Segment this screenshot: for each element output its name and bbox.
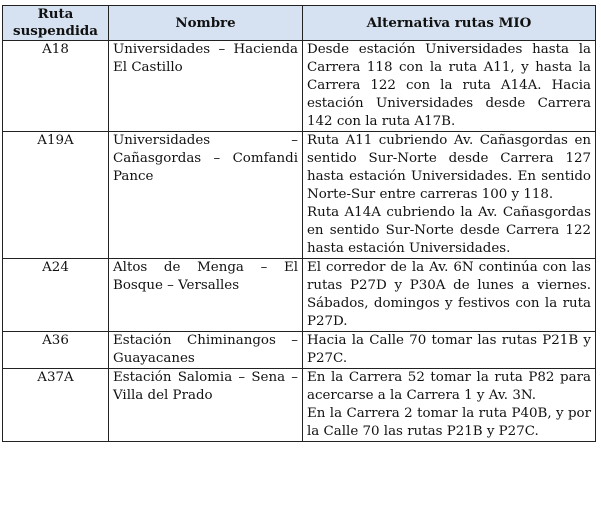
alternative-paragraph: Desde estación Universidades hasta la Carrera 118 con la ruta A11, y hasta la Carrera 122 con la ruta A14A. Hacia estación Universidades desde Carrera 142 con la ruta A17B.	[307, 42, 591, 129]
alternative-paragraph: Hacia la Calle 70 tomar las rutas P21B y P27C.	[307, 333, 591, 366]
route-name: Estación Chiminangos – Guayacanes	[109, 332, 303, 369]
table-row	[3, 132, 596, 259]
route-alternative	[303, 132, 596, 259]
alternative-paragraph: El corredor de la Av. 6N continúa con las rutas P27D y P30A de lunes a viernes. Sábados, domingos y festivos con la ruta P27D.	[307, 260, 591, 329]
route-code: A36	[3, 332, 109, 369]
alternative-paragraph: Ruta A11 cubriendo Av. Cañasgordas en sentido Sur-Norte desde Carrera 127 hasta estación Universidades. En sentido Norte-Sur entre carreras 100 y 118.	[307, 133, 591, 202]
table-row	[3, 369, 596, 442]
table-row	[3, 259, 596, 332]
header-name: Nombre	[109, 6, 303, 41]
route-alternative	[303, 332, 596, 369]
route-code: A24	[3, 259, 109, 332]
route-name: Estación Salomia – Sena – Villa del Prado	[109, 369, 303, 442]
route-code: A18	[3, 41, 109, 132]
alternative-paragraph: En la Carrera 52 tomar la ruta P82 para acercarse a la Carrera 1 y Av. 3N.	[307, 370, 591, 403]
route-alternative	[303, 259, 596, 332]
header-row	[3, 6, 596, 41]
header-route: Ruta suspendida	[3, 6, 109, 41]
table-row	[3, 332, 596, 369]
suspended-routes-table	[2, 5, 596, 442]
route-alternative	[303, 41, 596, 132]
route-code: A19A	[3, 132, 109, 259]
route-name: Altos de Menga – El Bosque – Versalles	[109, 259, 303, 332]
route-code: A37A	[3, 369, 109, 442]
route-name: Universidades – Cañasgordas – Comfandi Pance	[109, 132, 303, 259]
alternative-paragraph: En la Carrera 2 tomar la ruta P40B, y por la Calle 70 las rutas P21B y P27C.	[307, 406, 591, 439]
table-row	[3, 41, 596, 132]
route-name: Universidades – Hacienda El Castillo	[109, 41, 303, 132]
route-alternative	[303, 369, 596, 442]
header-alternative: Alternativa rutas MIO	[303, 6, 596, 41]
alternative-paragraph: Ruta A14A cubriendo la Av. Cañasgordas en sentido Sur-Norte desde Carrera 122 hasta estación Universidades.	[307, 205, 591, 256]
